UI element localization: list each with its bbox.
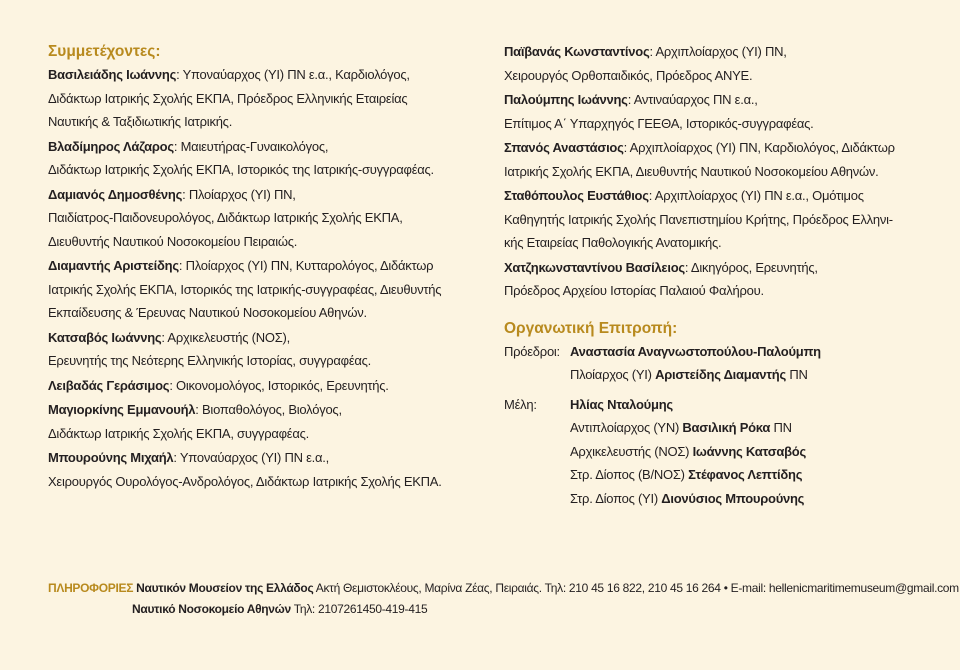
participant-text: : Μαιευτήρας-Γυναικολόγος, [173, 138, 329, 154]
participant-line [504, 279, 924, 303]
participant-line [504, 64, 924, 88]
committee-member [570, 463, 924, 487]
committee-member [570, 340, 924, 364]
participant-line [48, 422, 468, 446]
committee-member [570, 440, 924, 464]
participant-entry [504, 136, 924, 183]
committee-member-suffix: ΠΝ [770, 420, 792, 435]
participant-name: Σπανός Αναστάσιος [504, 140, 624, 155]
participant-text: Καθηγητής Ιατρικής Σχολής Πανεπιστημίου Κρήτης, Πρόεδρος Ελληνι- [504, 211, 893, 227]
participant-line [48, 87, 468, 111]
participants-list-left [48, 63, 468, 493]
committee-member-name: Στέφανος Λεπτίδης [688, 467, 803, 482]
participant-line [48, 326, 468, 350]
committee-member-name: Διονύσιος Μπουρούνης [661, 490, 805, 506]
participant-text: Διδάκτωρ Ιατρικής Σχολής ΕΚΠΑ, Ιστορικός της Ιατρικής-συγγραφέας. [48, 162, 434, 177]
participant-line [48, 135, 468, 159]
participant-entry [48, 374, 468, 398]
participant-text: Διευθυντής Ναυτικού Νοσοκομείου Πειραιώς. [48, 233, 298, 249]
participant-text: : Αρχικελευστής (ΝΟΣ), [161, 329, 290, 345]
participant-text: Χειρουργός Ορθοπαιδικός, Πρόεδρος ΑΝΥΕ. [504, 67, 753, 83]
participant-line [48, 183, 468, 207]
committee-member-prefix: Αντιπλοίαρχος (ΥΝ) [570, 420, 683, 435]
participant-text: κής Εταιρείας Παθολογικής Ανατομικής. [504, 235, 722, 250]
participant-line [48, 206, 468, 230]
participant-line [48, 349, 468, 373]
participant-name: Δαμιανός Δημοσθένης [48, 186, 183, 202]
participant-entry [48, 254, 468, 325]
committee-member [570, 393, 924, 417]
participant-text: Ναυτικής & Ταξιδιωτικής Ιατρικής. [48, 114, 233, 129]
participant-line [504, 184, 924, 208]
info-label: ΠΛΗΡΟΦΟΡΙΕΣ [48, 581, 134, 595]
committee-member-prefix: Στρ. Δίοπος (ΥΙ) [570, 490, 662, 506]
participant-text: : Οικονομολόγος, Ιστορικός, Ερευνητής. [169, 377, 389, 393]
participant-line [48, 301, 468, 325]
participant-line [504, 256, 924, 280]
committee-member [570, 487, 924, 511]
participant-line [504, 160, 924, 184]
museum-name: Ναυτικόν Μουσείον της Ελλάδος [136, 581, 314, 595]
right-column [504, 40, 924, 510]
participant-text: Επίτιμος Α΄ Υπαρχηγός ΓΕΕΘΑ, Ιστορικός-συγγραφέας. [504, 115, 814, 131]
participant-entry [48, 63, 468, 134]
participant-entry [48, 183, 468, 254]
participant-line [48, 374, 468, 398]
participant-line [48, 398, 468, 422]
committee-member-name: Βασιλική Ρόκα [682, 420, 771, 435]
committee-member-prefix: Στρ. Δίοπος (Β/ΝΟΣ) [570, 467, 689, 482]
participant-name: Χατζηκωνσταντίνου Βασίλειος [504, 259, 685, 275]
committee-member [570, 416, 924, 440]
participant-text: Εκπαίδευσης & Έρευνας Ναυτικού Νοσοκομείου Αθηνών. [48, 305, 367, 320]
participant-name: Μπουρούνης Μιχαήλ [48, 450, 174, 465]
participant-text: Χειρουργός Ουρολόγος-Ανδρολόγος, Διδάκτωρ Ιατρικής Σχολής ΕΚΠΑ. [48, 473, 442, 489]
participant-name: Λειβαδάς Γεράσιμος [48, 377, 170, 393]
hospital-name: Ναυτικό Νοσοκομείο Αθηνών [132, 602, 291, 616]
committee-member [570, 363, 924, 387]
committee-member-prefix: Πλοίαρχος (ΥΙ) [570, 367, 656, 382]
participant-name: Παλούμπης Ιωάννης [504, 92, 628, 107]
participant-name: Παϊβανάς Κωνσταντίνος [504, 44, 650, 59]
participant-name: Βασιλειάδης Ιωάννης [48, 67, 177, 82]
participant-line [48, 230, 468, 254]
participant-text: : Υποναύαρχος (ΥΙ) ΠΝ ε.α., Καρδιολόγος, [176, 67, 410, 82]
committee-heading: Οργανωτική Επιτροπή: [504, 319, 678, 337]
committee-member-name: Αναστασία Αναγνωστοπούλου-Παλούμπη [570, 343, 821, 359]
committee-member-suffix: ΠΝ [785, 367, 808, 382]
participant-line [48, 63, 468, 87]
participant-text: : Βιοπαθολόγος, Βιολόγος, [195, 402, 342, 417]
committee-member-name: Ηλίας Νταλούμης [570, 396, 673, 412]
committee-member-name: Αριστείδης Διαμαντής [655, 367, 786, 382]
chairs-label: Πρόεδροι: [504, 343, 560, 359]
participant-text: : Πλοίαρχος (ΥΙ) ΠΝ, [182, 186, 296, 202]
hospital-line [48, 599, 928, 620]
participant-text: : Πλοίαρχος (ΥΙ) ΠΝ, Κυτταρολόγος, Διδάκτωρ [178, 258, 434, 273]
members-label: Μέλη: [504, 396, 537, 412]
participant-name: Βλαδίμηρος Λάζαρος [48, 138, 174, 154]
participant-name: Διαμαντής Αριστείδης [48, 258, 179, 273]
participant-line [504, 88, 924, 112]
participant-text: Ερευνητής της Νεότερης Ελληνικής Ιστορίας, συγγραφέας. [48, 353, 372, 368]
participant-entry [48, 398, 468, 445]
participant-entry [504, 184, 924, 255]
members-list [570, 393, 924, 511]
committee-member-name: Ιωάννης Κατσαβός [692, 443, 806, 459]
participant-name: Μαγιορκίνης Εμμανουήλ [48, 402, 196, 417]
participant-entry [504, 40, 924, 87]
participant-line [48, 470, 468, 494]
participant-text: : Δικηγόρος, Ερευνητής, [684, 259, 818, 275]
committee-chairs [504, 340, 924, 387]
hospital-details: Τηλ: 2107261450-419-415 [290, 602, 428, 616]
participant-text: Ιατρικής Σχολής ΕΚΠΑ, Διευθυντής Ναυτικού Νοσοκομείου Αθηνών. [504, 163, 879, 179]
participant-line [48, 446, 468, 470]
participant-entry [504, 256, 924, 303]
participant-text: : Αντιναύαρχος ΠΝ ε.α., [627, 92, 758, 107]
participant-line [504, 136, 924, 160]
participant-entry [48, 135, 468, 182]
participant-entry [504, 88, 924, 135]
committee-members [504, 393, 924, 511]
participant-line [504, 40, 924, 64]
participant-text: : Αρχιπλοίαρχος (ΥΙ) ΠΝ, Καρδιολόγος, Διδάκτωρ [623, 140, 895, 155]
participants-column-left [48, 40, 468, 494]
participant-text: : Υποναύαρχος (ΥΙ) ΠΝ ε.α., [173, 450, 330, 465]
participant-line [504, 208, 924, 232]
participants-heading: Συμμετέχοντες: [48, 43, 161, 60]
participant-name: Σταθόπουλος Ευστάθιος [504, 188, 649, 203]
participant-text: Πρόεδρος Αρχείου Ιστορίας Παλαιού Φαλήρου. [504, 283, 764, 298]
participant-line [48, 158, 468, 182]
participant-line [48, 278, 468, 302]
chairs-list [570, 340, 924, 387]
participant-line [504, 112, 924, 136]
participant-text: Διδάκτωρ Ιατρικής Σχολής ΕΚΠΑ, Πρόεδρος Ελληνικής Εταιρείας [48, 90, 408, 106]
participant-text: : Αρχιπλοίαρχος (ΥΙ) ΠΝ ε.α., Ομότιμος [648, 188, 864, 203]
participant-line [48, 254, 468, 278]
participant-entry [48, 446, 468, 493]
participants-list-right [504, 40, 924, 303]
participant-line [48, 110, 468, 134]
participant-name: Κατσαβός Ιωάννης [48, 329, 162, 345]
museum-details: Ακτή Θεμιστοκλέους, Μαρίνα Ζέας, Πειραιάς. Τηλ: 210 45 16 822, 210 45 16 264 • E-mail: hellenicmaritimemuseum@gmail.com [313, 581, 959, 595]
info-footer [48, 578, 959, 620]
participant-text: Παιδίατρος-Παιδονευρολόγος, Διδάκτωρ Ιατρικής Σχολής ΕΚΠΑ, [48, 210, 403, 225]
participant-text: Ιατρικής Σχολής ΕΚΠΑ, Ιστορικός της Ιατρικής-συγγραφέας, Διευθυντής [48, 281, 442, 297]
participant-entry [48, 326, 468, 373]
participant-line [504, 231, 924, 255]
committee-member-prefix: Αρχικελευστής (ΝΟΣ) [570, 443, 693, 459]
participant-text: : Αρχιπλοίαρχος (ΥΙ) ΠΝ, [649, 44, 787, 59]
participant-text: Διδάκτωρ Ιατρικής Σχολής ΕΚΠΑ, συγγραφέας. [48, 425, 309, 441]
